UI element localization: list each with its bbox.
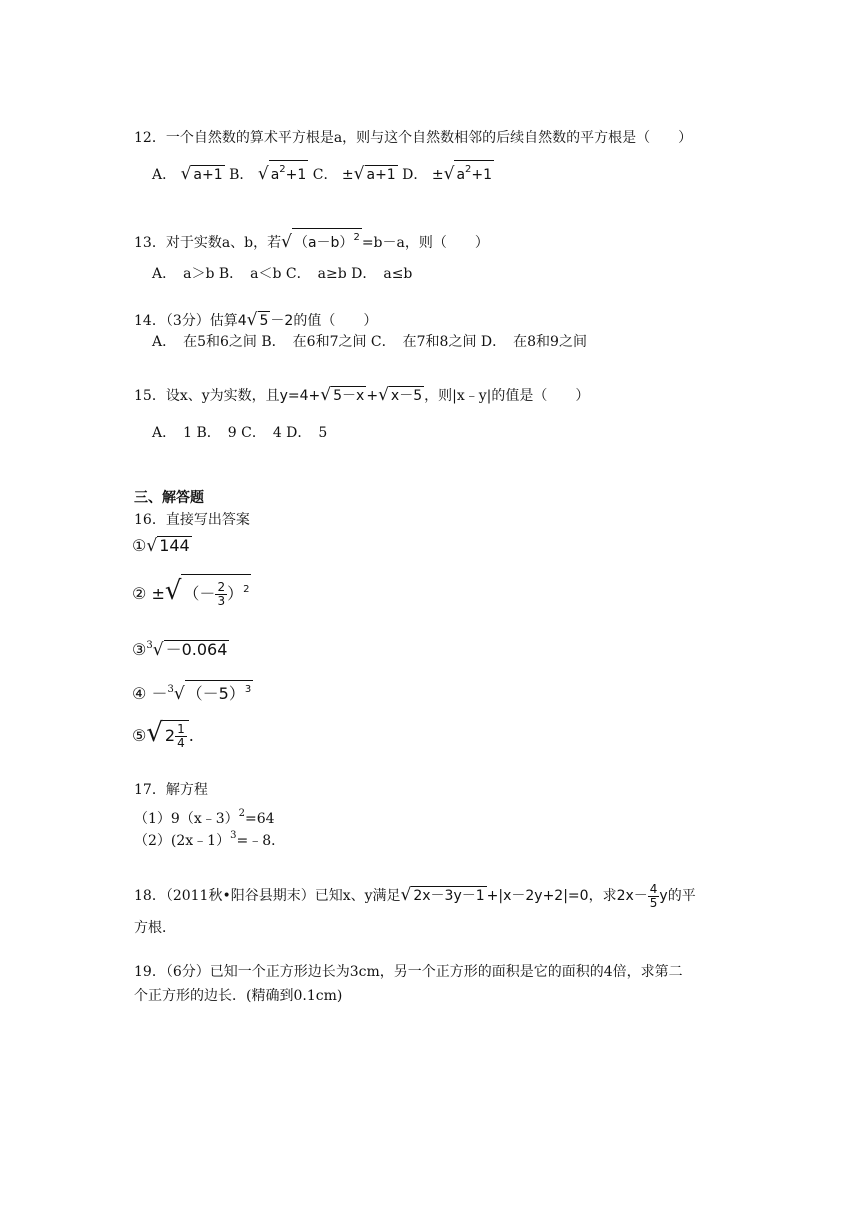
sqrt-icon: √: [146, 536, 158, 556]
sqrt-icon: √: [180, 164, 192, 184]
q16-item-4: ④ －$^3$√ $(-5)^3$: [132, 680, 253, 704]
q12-b-label: B．: [229, 167, 254, 183]
sqrt-icon: √: [400, 885, 412, 905]
q12-c-expr: a+1: [366, 167, 396, 183]
sqrt-icon: √: [320, 385, 332, 405]
sqrt-icon: √: [353, 164, 365, 184]
q13-radicand: $(a-b)^2$: [292, 228, 362, 252]
q16-item-1: ①√ 144: [132, 536, 190, 556]
q12-options: [152, 160, 494, 185]
sqrt-icon: √: [164, 576, 182, 606]
q14-radicand: 5: [259, 313, 269, 329]
q12-c-label: C．: [312, 167, 338, 183]
q15-radicand-1: 5－x: [333, 388, 365, 404]
sqrt-icon: √: [246, 310, 258, 330]
q12-d-label: D．: [402, 167, 428, 183]
q12-a-expr: a+1: [193, 167, 223, 183]
q16-item-2: ② ±√ （－ $\frac{2}{3}$ ）$^2$: [132, 576, 250, 608]
q18-radicand: 2x－3y－1: [413, 888, 485, 904]
q16-item-3: ③$^3$√ －0.064: [132, 640, 228, 660]
q12-a-label: A．: [152, 167, 177, 183]
q17-part-2: （2）(2x﹣1）$^3$=﹣8．: [134, 830, 286, 849]
q17-part-1: （1）9（x﹣3）$^2$=64: [134, 808, 275, 827]
q12-stem: 12．一个自然数的算术平方根是a，则与这个自然数相邻的后续自然数的平方根是（ ）: [134, 130, 693, 146]
q12-d-expr: $a^2+1$: [454, 160, 494, 184]
q16-item-5: ⑤√ 2 $\frac{1}{4}$ .: [132, 718, 194, 750]
q14-options: A． 在5和6之间 B． 在6和7之间 C． 在7和8之间 D． 在8和9之间: [152, 334, 587, 350]
q17-stem: 17．解方程: [134, 782, 208, 798]
q15-radicand-2: x－5: [390, 388, 423, 404]
q12-b-expr: $a^2+1$: [269, 160, 309, 184]
q18-stem: 18．（2011秋•阳谷县期末）已知x、y满足√ 2x－3y－1 +|x－2y+2|=0，求2x－ $\frac{4}{5}$ y的平: [134, 881, 696, 910]
sqrt-icon: √: [281, 232, 292, 252]
q14-stem: 14．（3分）估算4√ 5 －2的值（ ）: [134, 310, 378, 330]
q16-stem: 16．直接写出答案: [134, 512, 250, 528]
sqrt-icon: √: [173, 684, 185, 704]
sqrt-icon: √: [378, 385, 389, 405]
q13-options: A． a＞b B． a＜b C． a≥b D． a≤b: [152, 266, 413, 282]
sqrt-icon: √: [152, 640, 164, 660]
q15-stem: 15．设x、y为实数，且y=4+√ 5－x +√ x－5 ，则|x﹣y|的值是（ ）: [134, 385, 590, 405]
q19-line2: 个正方形的边长．(精确到0.1cm): [134, 988, 343, 1004]
q13-stem: 13．对于实数a、b，若√ $(a-b)^2 =b-a$，则（ ）: [134, 228, 489, 253]
sqrt-icon: √: [257, 164, 269, 184]
sqrt-icon: √: [443, 164, 455, 184]
q15-options: A． 1 B． 9 C． 4 D． 5: [152, 425, 328, 441]
q12-d-pm: ±: [431, 167, 444, 183]
q18-line2: 方根．: [134, 920, 176, 936]
q12-c-pm: ±: [341, 167, 354, 183]
sqrt-icon: √: [146, 718, 163, 748]
section-heading: 三、解答题: [134, 490, 204, 506]
q19-line1: 19．（6分）已知一个正方形边长为3cm，另一个正方形的面积是它的面积的4倍，求第二: [134, 964, 683, 980]
